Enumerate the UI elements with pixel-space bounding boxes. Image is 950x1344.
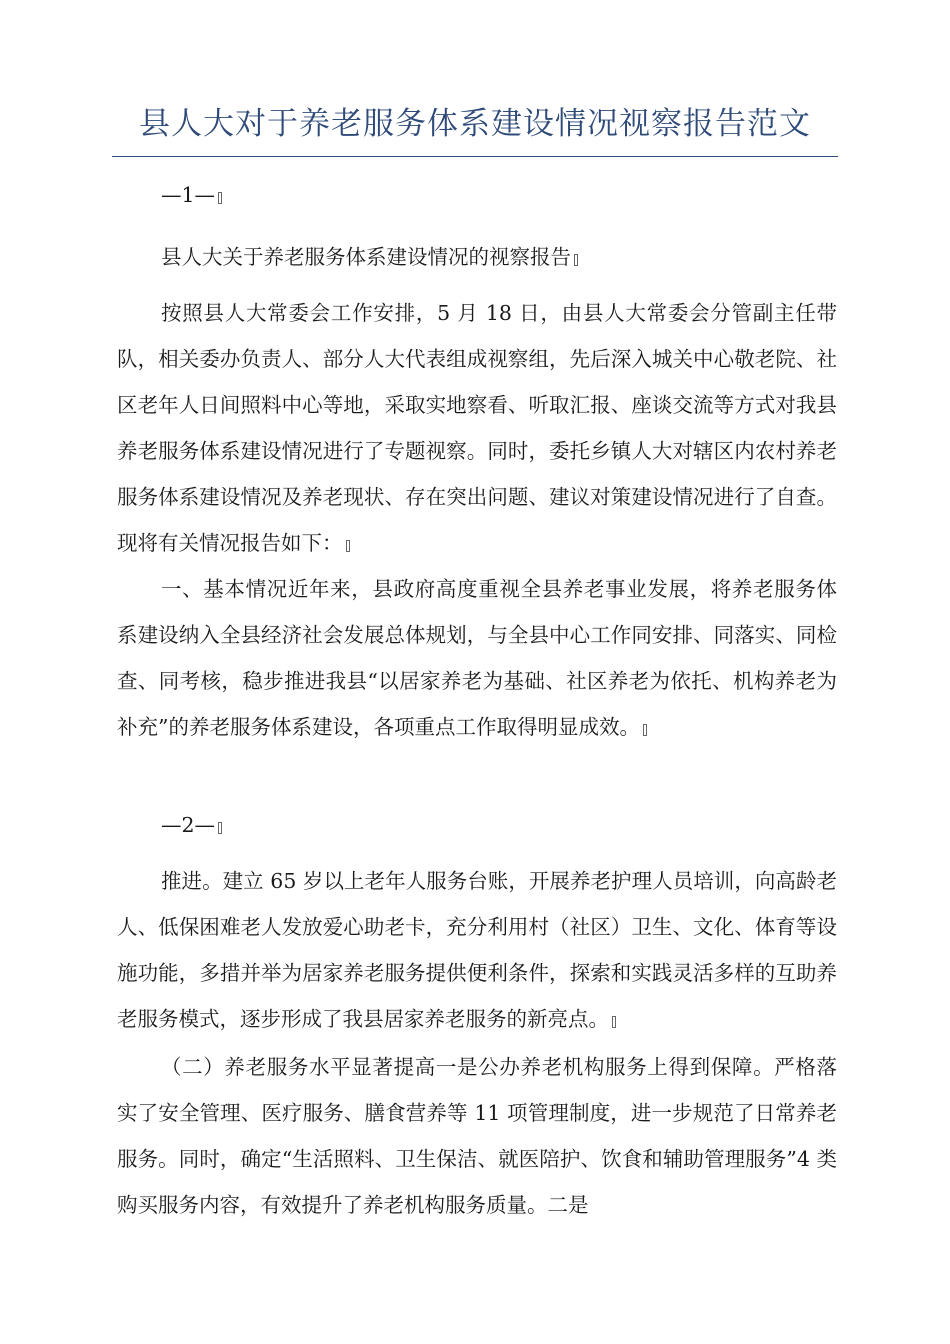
title-divider [112, 156, 838, 157]
page-marker [117, 802, 837, 848]
paragraph-section-2-text: （二）养老服务水平显著提高一是公办养老机构服务上得到保障。严格落实了安全管理、医疗服务、膳食营养等 11 项管理制度，进一步规范了日常养老服务。同时，确定“生活照料、卫生保洁、就医陪护、饮食和辅助管理服务”4 类购买服务内容，有效提升了养老机构服务质量。二是 [117, 1055, 837, 1217]
document-title: 县人大对于养老服务体系建设情况视察报告范文 [139, 106, 811, 142]
page-marker-text: —1— [161, 183, 216, 207]
paragraph-intro [117, 290, 837, 566]
paragraph-section-1-text: 一、基本情况近年来，县政府高度重视全县养老事业发展，将养老服务体系建设纳入全县经济社会发展总体规划，与全县中心工作同安排、同落实、同检查、同考核，稳步推进我县“以居家养老为基础、社区养老为依托、机构养老为补充”的养老服务体系建设，各项重点工作取得明显成效。 [117, 577, 837, 739]
paragraph-mark-icon [612, 1016, 616, 1028]
paragraph-section-2 [117, 1044, 837, 1228]
paragraph-advance [117, 858, 837, 1042]
page-marker [117, 172, 837, 218]
paragraph-mark-icon [574, 254, 578, 266]
paragraph-section-1 [117, 566, 837, 750]
paragraph-advance-text: 推进。建立 65 岁以上老年人服务台账，开展养老护理人员培训，向高龄老人、低保困难老人发放爱心助老卡，充分利用村（社区）卫生、文化、体育等设施功能，多措并举为居家养老服务提供便利条件，探索和实践灵活多样的互助养老服务模式，逐步形成了我县居家养老服务的新亮点。 [117, 869, 837, 1031]
paragraph-intro-text: 按照县人大常委会工作安排，5 月 18 日，由县人大常委会分管副主任带队，相关委办负责人、部分人大代表组成视察组，先后深入城关中心敬老院、社区老年人日间照料中心等地，采取实地察看、听取汇报、座谈交流等方式对我县养老服务体系建设情况进行了专题视察。同时，委托乡镇人大对辖区内农村养老服务体系建设情况及养老现状、存在突出问题、建议对策建设情况进行了自查。现将有关情况报告如下： [117, 301, 837, 555]
report-heading [117, 234, 837, 280]
report-heading-text: 县人大关于养老服务体系建设情况的视察报告 [161, 245, 571, 269]
paragraph-mark-icon [218, 822, 222, 834]
paragraph-mark-icon [346, 540, 350, 552]
paragraph-mark-icon [643, 724, 647, 736]
paragraph-mark-icon [218, 192, 222, 204]
page-marker-text: —2— [161, 813, 216, 837]
